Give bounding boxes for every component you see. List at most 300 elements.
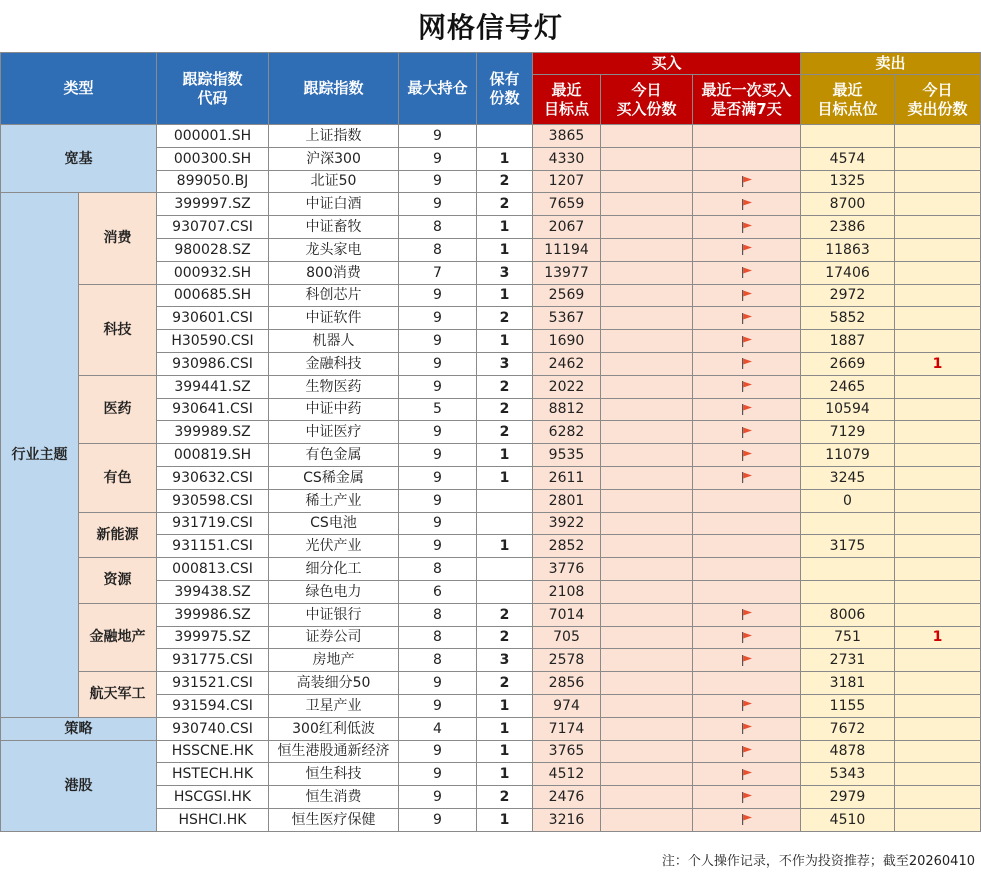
buy-target-cell: 4330 [533,147,601,170]
buy-7day-cell [693,193,801,216]
index-name-cell: 恒生消费 [269,786,399,809]
index-name-cell: 生物医药 [269,375,399,398]
buy-7day-cell [693,238,801,261]
buy-target-cell: 2476 [533,786,601,809]
sell-target-cell [801,125,895,148]
index-code-cell: 000819.SH [157,444,269,467]
index-name-cell: 证券公司 [269,626,399,649]
subcategory-cell: 消费 [79,193,157,284]
buy-7day-cell [693,512,801,535]
held-shares-cell: 3 [477,352,533,375]
header-buy-target [533,75,601,125]
index-code-cell: 930641.CSI [157,398,269,421]
table-row [1,125,981,148]
buy-today-cell [601,649,693,672]
table-row [1,603,981,626]
max-position-cell: 9 [399,307,477,330]
sell-target-cell: 11079 [801,444,895,467]
header-buy-target-line2: 目标点 [543,99,589,118]
buy-7day-cell [693,125,801,148]
header-buy-today-line1: 今日 [631,80,662,99]
sell-today-cell [895,444,981,467]
index-name-cell: 稀土产业 [269,489,399,512]
max-position-cell: 5 [399,398,477,421]
buy-today-cell [601,694,693,717]
max-position-cell: 9 [399,170,477,193]
index-name-cell: 中证中药 [269,398,399,421]
buy-target-cell: 11194 [533,238,601,261]
index-code-cell: HSCGSI.HK [157,786,269,809]
sell-today-cell [895,398,981,421]
held-shares-cell: 2 [477,170,533,193]
held-shares-cell: 1 [477,216,533,239]
held-shares-cell: 2 [477,672,533,695]
buy-7day-cell [693,626,801,649]
sell-target-cell: 7129 [801,421,895,444]
buy-today-cell [601,170,693,193]
buy-target-cell: 7014 [533,603,601,626]
buy-7day-cell [693,398,801,421]
flag-icon [741,221,753,234]
buy-today-cell [601,147,693,170]
index-name-cell: CS电池 [269,512,399,535]
held-shares-cell: 1 [477,694,533,717]
sell-target-cell: 2465 [801,375,895,398]
held-shares-cell: 1 [477,466,533,489]
buy-today-cell [601,398,693,421]
max-position-cell: 7 [399,261,477,284]
sell-target-cell: 1887 [801,330,895,353]
flag-icon [741,791,753,804]
buy-today-cell [601,763,693,786]
buy-target-cell: 4512 [533,763,601,786]
index-code-cell: 930986.CSI [157,352,269,375]
sell-today-cell: 1 [895,352,981,375]
buy-today-cell [601,216,693,239]
max-position-cell: 9 [399,466,477,489]
held-shares-cell: 1 [477,717,533,740]
index-name-cell: 龙头家电 [269,238,399,261]
buy-7day-cell [693,808,801,831]
sell-today-cell [895,238,981,261]
buy-target-cell: 2801 [533,489,601,512]
buy-7day-cell [693,261,801,284]
index-name-cell: 恒生医疗保健 [269,808,399,831]
max-position-cell: 8 [399,238,477,261]
sell-today-cell [895,717,981,740]
max-position-cell: 6 [399,580,477,603]
index-code-cell: 899050.BJ [157,170,269,193]
index-code-cell: 000300.SH [157,147,269,170]
max-position-cell: 9 [399,330,477,353]
table-row [1,717,981,740]
max-position-cell: 9 [399,284,477,307]
buy-target-cell: 9535 [533,444,601,467]
buy-today-cell [601,558,693,581]
sell-today-cell [895,216,981,239]
index-code-cell: 000001.SH [157,125,269,148]
sell-target-cell: 751 [801,626,895,649]
sell-target-cell: 4878 [801,740,895,763]
buy-7day-cell [693,489,801,512]
index-name-cell: 高装细分50 [269,672,399,695]
index-code-cell: HSSCNE.HK [157,740,269,763]
flag-icon [741,357,753,370]
index-code-cell: 930601.CSI [157,307,269,330]
buy-target-cell: 1207 [533,170,601,193]
flag-icon [741,813,753,826]
held-shares-cell: 1 [477,284,533,307]
held-shares-cell: 2 [477,421,533,444]
sell-today-cell [895,649,981,672]
buy-7day-cell [693,307,801,330]
sell-today-cell [895,535,981,558]
held-shares-cell: 1 [477,147,533,170]
buy-today-cell [601,672,693,695]
buy-7day-cell [693,284,801,307]
subcategory-cell: 医药 [79,375,157,443]
buy-7day-cell [693,740,801,763]
held-shares-cell: 1 [477,330,533,353]
table-row [1,512,981,535]
max-position-cell: 9 [399,786,477,809]
index-name-cell: 金融科技 [269,352,399,375]
buy-target-cell: 7659 [533,193,601,216]
sell-today-cell [895,307,981,330]
sell-target-cell: 7672 [801,717,895,740]
flag-icon [741,722,753,735]
index-code-cell: 931775.CSI [157,649,269,672]
buy-target-cell: 2578 [533,649,601,672]
max-position-cell: 4 [399,717,477,740]
buy-target-cell: 3216 [533,808,601,831]
max-position-cell: 8 [399,626,477,649]
max-position-cell: 9 [399,808,477,831]
sell-target-cell [801,558,895,581]
flag-icon [741,426,753,439]
header-held-line1: 保有 [489,69,520,88]
flag-icon [741,335,753,348]
sell-today-cell [895,512,981,535]
table-body [1,125,981,832]
max-position-cell: 9 [399,535,477,558]
index-code-cell: 399975.SZ [157,626,269,649]
sell-today-cell [895,375,981,398]
index-name-cell: 机器人 [269,330,399,353]
category-cell: 行业主题 [1,193,79,717]
max-position-cell: 8 [399,649,477,672]
sell-today-cell [895,193,981,216]
flag-icon [741,449,753,462]
subcategory-cell: 有色 [79,444,157,512]
index-name-cell: 恒生科技 [269,763,399,786]
buy-today-cell [601,238,693,261]
subcategory-cell: 金融地产 [79,603,157,671]
buy-target-cell: 8812 [533,398,601,421]
buy-today-cell [601,375,693,398]
index-code-cell: 931521.CSI [157,672,269,695]
index-code-cell: 399989.SZ [157,421,269,444]
flag-icon [741,699,753,712]
sell-today-cell [895,421,981,444]
max-position-cell: 9 [399,352,477,375]
sell-today-cell [895,125,981,148]
buy-target-cell: 2611 [533,466,601,489]
subcategory-cell: 资源 [79,558,157,604]
sell-target-cell: 5343 [801,763,895,786]
buy-target-cell: 2856 [533,672,601,695]
buy-today-cell [601,284,693,307]
buy-7day-cell [693,147,801,170]
max-position-cell: 9 [399,489,477,512]
buy-target-cell: 3776 [533,558,601,581]
sell-target-cell: 4574 [801,147,895,170]
index-code-cell: 931594.CSI [157,694,269,717]
table-row [1,672,981,695]
buy-7day-cell [693,330,801,353]
header-buy-today [601,75,693,125]
index-name-cell: 800消费 [269,261,399,284]
sell-today-cell [895,284,981,307]
index-name-cell: 沪深300 [269,147,399,170]
held-shares-cell [477,489,533,512]
index-code-cell: 931151.CSI [157,535,269,558]
buy-today-cell [601,626,693,649]
header-sell-group: 卖出 [801,53,981,75]
held-shares-cell: 2 [477,626,533,649]
table-row [1,740,981,763]
index-name-cell: 绿色电力 [269,580,399,603]
header-code [157,53,269,125]
buy-target-cell: 3765 [533,740,601,763]
flag-icon [741,608,753,621]
buy-7day-cell [693,558,801,581]
category-cell: 港股 [1,740,157,831]
sell-today-cell [895,261,981,284]
index-code-cell: HSTECH.HK [157,763,269,786]
index-name-cell: CS稀金属 [269,466,399,489]
sell-target-cell [801,512,895,535]
sell-target-cell: 3181 [801,672,895,695]
header-index: 跟踪指数 [269,53,399,125]
buy-today-cell [601,603,693,626]
buy-today-cell [601,717,693,740]
buy-7day-cell [693,672,801,695]
header-sell-target [801,75,895,125]
buy-today-cell [601,421,693,444]
sell-target-cell: 0 [801,489,895,512]
buy-7day-cell [693,603,801,626]
buy-7day-cell [693,216,801,239]
index-code-cell: 000932.SH [157,261,269,284]
buy-7day-cell [693,375,801,398]
sell-target-cell: 10594 [801,398,895,421]
max-position-cell: 9 [399,444,477,467]
buy-7day-cell [693,763,801,786]
max-position-cell: 9 [399,763,477,786]
flag-icon [741,768,753,781]
held-shares-cell [477,580,533,603]
header-sell-today [895,75,981,125]
max-position-cell: 8 [399,603,477,626]
flag-icon [741,654,753,667]
held-shares-cell: 3 [477,649,533,672]
sell-target-cell: 11863 [801,238,895,261]
sell-today-cell [895,147,981,170]
held-shares-cell [477,512,533,535]
index-name-cell: 卫星产业 [269,694,399,717]
buy-target-cell: 5367 [533,307,601,330]
held-shares-cell [477,558,533,581]
buy-target-cell: 705 [533,626,601,649]
buy-target-cell: 2108 [533,580,601,603]
index-code-cell: 931719.CSI [157,512,269,535]
category-cell: 策略 [1,717,157,740]
buy-today-cell [601,193,693,216]
held-shares-cell: 3 [477,261,533,284]
index-code-cell: 930707.CSI [157,216,269,239]
max-position-cell: 9 [399,375,477,398]
buy-7day-cell [693,352,801,375]
sell-today-cell [895,672,981,695]
header-sell-today-line1: 今日 [922,80,953,99]
buy-7day-cell [693,717,801,740]
index-code-cell: 980028.SZ [157,238,269,261]
flag-icon [741,266,753,279]
held-shares-cell: 1 [477,740,533,763]
index-name-cell: 恒生港股通新经济 [269,740,399,763]
flag-icon [741,631,753,644]
subcategory-cell: 新能源 [79,512,157,558]
grid-signal-table [0,52,981,832]
buy-target-cell: 7174 [533,717,601,740]
buy-today-cell [601,444,693,467]
index-code-cell: HSHCI.HK [157,808,269,831]
max-position-cell: 9 [399,740,477,763]
buy-today-cell [601,808,693,831]
flag-icon [741,471,753,484]
held-shares-cell: 2 [477,398,533,421]
header-sell-target-line1: 最近 [832,80,863,99]
sell-target-cell: 8700 [801,193,895,216]
index-name-cell: 中证医疗 [269,421,399,444]
index-name-cell: 中证银行 [269,603,399,626]
held-shares-cell: 2 [477,193,533,216]
buy-7day-cell [693,170,801,193]
flag-icon [741,243,753,256]
header-buy-group: 买入 [533,53,801,75]
table-row [1,375,981,398]
table-row [1,444,981,467]
flag-icon [741,198,753,211]
subcategory-cell: 航天军工 [79,672,157,718]
header-buy-today-line2: 买入份数 [616,99,677,118]
sell-target-cell: 2979 [801,786,895,809]
buy-target-cell: 2462 [533,352,601,375]
table-row [1,558,981,581]
buy-today-cell [601,512,693,535]
sell-target-cell: 2972 [801,284,895,307]
sell-today-cell [895,603,981,626]
buy-today-cell [601,352,693,375]
header-code-line1: 跟踪指数 [182,69,243,88]
buy-today-cell [601,125,693,148]
index-name-cell: 上证指数 [269,125,399,148]
index-name-cell: 科创芯片 [269,284,399,307]
buy-7day-cell [693,444,801,467]
sell-target-cell: 1155 [801,694,895,717]
index-code-cell: H30590.CSI [157,330,269,353]
sell-today-cell [895,170,981,193]
index-name-cell: 中证白酒 [269,193,399,216]
flag-icon [741,745,753,758]
sell-target-cell [801,580,895,603]
buy-target-cell: 3865 [533,125,601,148]
sell-today-cell [895,808,981,831]
index-name-cell: 房地产 [269,649,399,672]
buy-7day-cell [693,580,801,603]
index-name-cell: 光伏产业 [269,535,399,558]
table-row [1,193,981,216]
index-code-cell: 930632.CSI [157,466,269,489]
flag-icon [741,312,753,325]
buy-today-cell [601,330,693,353]
held-shares-cell: 2 [477,307,533,330]
buy-today-cell [601,740,693,763]
max-position-cell: 8 [399,558,477,581]
sell-target-cell: 1325 [801,170,895,193]
index-code-cell: 399441.SZ [157,375,269,398]
index-name-cell: 有色金属 [269,444,399,467]
buy-today-cell [601,489,693,512]
header-code-line2: 代码 [197,88,228,107]
header-buy-7d-line1: 最近一次买入 [701,80,792,99]
header-max: 最大持仓 [399,53,477,125]
sell-target-cell: 3245 [801,466,895,489]
held-shares-cell [477,125,533,148]
index-name-cell: 中证畜牧 [269,216,399,239]
flag-icon [741,380,753,393]
sell-target-cell: 17406 [801,261,895,284]
held-shares-cell: 2 [477,603,533,626]
buy-today-cell [601,261,693,284]
index-code-cell: 000813.CSI [157,558,269,581]
sell-target-cell: 2386 [801,216,895,239]
index-code-cell: 930740.CSI [157,717,269,740]
index-name-cell: 中证软件 [269,307,399,330]
buy-today-cell [601,535,693,558]
buy-7day-cell [693,535,801,558]
held-shares-cell: 2 [477,375,533,398]
held-shares-cell: 1 [477,808,533,831]
buy-7day-cell [693,694,801,717]
header-sell-today-line2: 卖出份数 [907,99,968,118]
index-name-cell: 300红利低波 [269,717,399,740]
max-position-cell: 9 [399,512,477,535]
sell-today-cell: 1 [895,626,981,649]
flag-icon [741,403,753,416]
max-position-cell: 8 [399,216,477,239]
sell-today-cell [895,466,981,489]
buy-today-cell [601,307,693,330]
header-type: 类型 [1,53,157,125]
index-code-cell: 930598.CSI [157,489,269,512]
buy-target-cell: 1690 [533,330,601,353]
sell-today-cell [895,786,981,809]
buy-target-cell: 13977 [533,261,601,284]
max-position-cell: 9 [399,125,477,148]
buy-today-cell [601,786,693,809]
